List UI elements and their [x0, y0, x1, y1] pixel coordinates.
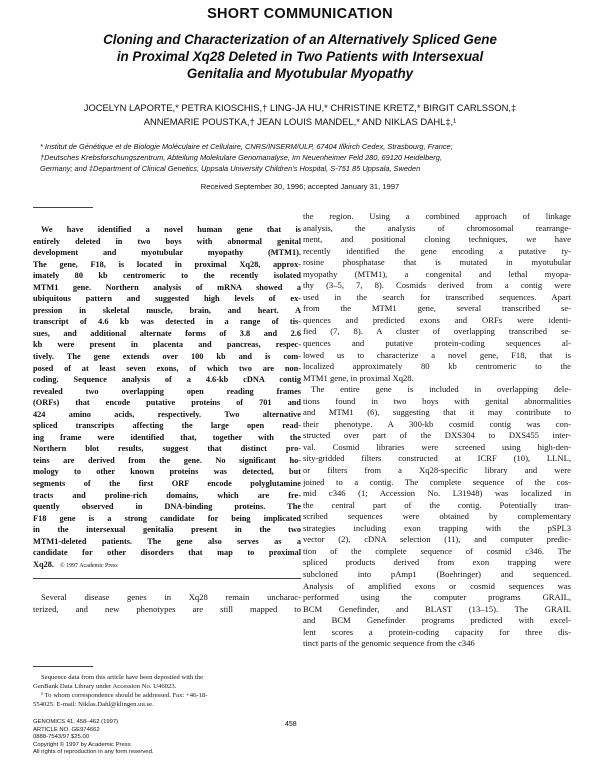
text-line: Northern blot results, suggest that distinct pro- [33, 444, 301, 454]
text-line: Several disease genes in Xq28 remain uncharac- [41, 592, 301, 602]
author-list [0, 101, 600, 129]
paper-title [0, 31, 600, 82]
journal-line: ARTICLE NO. GE974662 [33, 726, 100, 733]
text-line: performed using the computer programs GRAIL, [303, 592, 571, 603]
footnote-rule [33, 666, 93, 667]
copyright-note: © 1997 Academic Press [59, 562, 118, 569]
text-line: transcript of 4.6 kb was detected in a range of tis- [33, 317, 301, 327]
title-line: Genitalia and Myotubular Myopathy [186, 66, 414, 81]
affiliation-line: Germany; and ‡Department of Clinical Genetics, Uppsala University Children’s Hospital, S-751 85 Uppsala, Sweden [40, 164, 421, 174]
author-line: JOCELYN LAPORTE,* PETRA KIOSCHIS,† LING-JA HU,* CHRISTINE KRETZ,* BIRGIT CARLSSON,‡ [83, 102, 517, 113]
text-line: We have identified a novel human gene that is [41, 225, 301, 234]
affiliation-line: * Institut de Génétique et de Biologie Moléculaire et Cellulaire, CNRS/INSERM/ULP, 67404 Illkirch Cedex, Strasbourg, France; [40, 142, 453, 151]
text-line: spliced products derived from exon trapping were [303, 557, 571, 568]
text-line: lowed us to characterize a novel gene, F18, that is [303, 349, 571, 360]
intro-paragraph [33, 592, 301, 615]
text-line: sues, and additional alternate forms of 3.8 and 2.6 [33, 328, 301, 338]
text-line: Analysis of amplified exons or cosmid sequences was [303, 580, 571, 591]
footnote-line: GenBank Data Library under Accession No. U46023. [33, 683, 177, 690]
text-line: analysis, the analysis of chromosomal rearrange- [303, 222, 571, 233]
footnotes [33, 673, 301, 709]
text-line: The entire gene is included in overlapping dele- [311, 384, 571, 395]
text-line: imately 80 kb centromeric to the recently isolated [33, 271, 301, 281]
text-line: myopathy (MTM1), a congenital and lethal myopa- [303, 268, 571, 279]
text-line: entirely deleted in two boys with abnormal genital [33, 236, 301, 246]
text-line: BCM Genefinder, and BLAST (13–15). The GRAIL [303, 603, 571, 614]
article-type-label: SHORT COMMUNICATION [207, 6, 393, 22]
text-line: rosine phosphatase that is mutated in myotubular [303, 257, 571, 268]
footnote-line: Sequence data from this article have been deposited with the [41, 674, 204, 681]
text-line: recently identified the gene encoding a putative ty- [303, 245, 571, 256]
text-line: mid c346 (1; Accession No. L31948) was localized in [303, 488, 571, 499]
footnote-line: ¹ To whom correspondence should be addressed. Fax: +46-18- [41, 692, 208, 699]
text-line: quences and predicted exons and ORFs were identi- [303, 314, 571, 325]
text-line: ing frame were identified that, together with the [33, 432, 301, 442]
text-line: development and myotubular myopathy (MTM1). [33, 248, 301, 258]
text-line: vector (2), cDNA selection (11), and computer predic- [303, 534, 571, 545]
text-line: ment, and positional cloning techniques, we have [303, 234, 571, 245]
text-line: joined to a contig. The complete sequence of the cos- [303, 476, 571, 487]
text-line: localized approximately 80 kb centromeric to the [303, 361, 571, 372]
text-line: lent scores a protein-coding capacity for three dis- [303, 626, 571, 637]
text-line: candidate for other disorders that map to proximal [33, 548, 301, 558]
text-line: quently observed in DNA-binding proteins. The [33, 502, 301, 512]
text-line: tracts and proline-rich domains, which are fre- [33, 490, 301, 500]
text-line: 424 amino acids, respectively. Two alternative [33, 409, 301, 419]
text-line: tion of the complete sequence of cosmid c346. The [303, 545, 571, 556]
text-line: the region. Using a combined approach of linkage [303, 211, 571, 221]
text-line: F18 gene is a strong candidate for being implicated [33, 513, 301, 523]
text-line: posed of at least seven exons, of which two are non- [33, 363, 301, 373]
text-line: used in the search for transcribed sequences. Apart [303, 291, 571, 302]
title-line: Cloning and Characterization of an Alternatively Spliced Gene [103, 32, 497, 47]
text-line: pression in skeletal muscle, brain, and heart. A [33, 305, 301, 315]
journal-line: Copyright © 1997 by Academic Press [33, 741, 131, 748]
journal-line: All rights of reproduction in any form reserved. [33, 749, 154, 756]
title-line: in Proximal Xq28 Deleted in Two Patients with Intersexual [116, 49, 484, 64]
text-line: The gene, F18, is located in proximal Xq28, approx- [33, 259, 301, 269]
text-line: thy (3–5, 7, 8). Cosmids derived from a contig were [303, 280, 571, 291]
right-column-text [303, 211, 571, 650]
text-line: spliced transcripts affecting the large open read- [33, 421, 301, 431]
text-line: Xq28. © 1997 Academic Press [33, 559, 118, 569]
received-dates: Received September 30, 1996; accepted January 31, 1997 [200, 182, 400, 191]
text-line: terized, and new phenotypes are still mapped to [33, 603, 301, 614]
text-line: teins are derived from the gene. No significant ho- [33, 455, 301, 465]
text-line: val. Cosmid libraries were screened using high-den- [303, 441, 571, 452]
text-line: MTM1-deleted patients. The gene also serves as a [33, 536, 301, 546]
text-line: and MTM1 (6), suggesting that it may contribute to [303, 407, 571, 418]
footnote-line: 554025. E-mail: Niklas.Dahl@klingen.uu.se. [33, 701, 154, 708]
text-line: MTM1 gene, in proximal Xq28. [303, 372, 414, 383]
text-line: subcloned into pAmp1 (Boehringer) and sequenced. [303, 568, 571, 579]
journal-info [33, 719, 233, 757]
text-line: revealed two overlapping open reading frames [33, 386, 301, 396]
text-line: in the intersexual genitalia present in the two [33, 525, 301, 535]
text-line: MTM1 gene. Northern analysis of mRNA showed a [33, 282, 301, 292]
page-number: 458 [285, 721, 297, 728]
abstract-bottom-rule [33, 578, 301, 579]
text-line: sity-gridded filters constructed at ICRF (10), LLNL, [303, 453, 571, 464]
author-line: ANNEMARIE POUSTKA,† JEAN LOUIS MANDEL,* AND NIKLAS DAHL‡,¹ [143, 116, 457, 127]
text-line: kb were present in placenta and pancreas, respec- [33, 340, 301, 350]
text-line: fied (7, 8). A cluster of overlapping transcribed se- [303, 326, 571, 337]
abstract [33, 224, 301, 570]
text-line: tively. The gene extends over 100 kb and is com- [33, 352, 301, 362]
text-line: segments of the first ORF encode polyglutamine [33, 479, 301, 489]
text-line: structed over part of the DXS304 to DXS455 inter- [303, 430, 571, 441]
text-line: tions found in two boys with genital abnormalities [303, 395, 571, 406]
text-line: tinct parts of the genomic sequence from the c346 [303, 638, 475, 649]
text-line: coding. Sequence analysis of a 4.6-kb cDNA contig [33, 375, 301, 385]
journal-line: GENOMICS 41, 458–462 (1997) [33, 719, 119, 725]
journal-line: 0888-7543/97 $25.00 [33, 734, 90, 741]
text-line: and BCM Genefinder programs predicted with excel- [303, 615, 571, 626]
affiliations [40, 141, 565, 175]
text-line: (ORFs) that encode putative proteins of 701 and [33, 398, 301, 408]
text-line: the central part of the contig. Potentially tran- [303, 499, 571, 510]
text-line: from the MTM1 gene, several transcribed se- [303, 303, 571, 314]
text-line: mology to other known proteins was detected, but [33, 467, 301, 477]
text-line: their phenotype. A 300-kb cosmid contig was con- [303, 418, 571, 429]
affiliation-line: †Deutsches Krebsforschungszentrum, Abteilung Molekulare Genomanalyse, Im Neuenheimer Feld 280, 69120 Heidelberg, [40, 153, 442, 163]
abstract-top-rule [33, 207, 93, 208]
text-line: quences and putative protein-coding sequences al- [303, 338, 571, 349]
text-line: strategies including exon trapping with the pSPL3 [303, 522, 571, 533]
text-line: ubiquitous pattern and suggested high levels of ex- [33, 294, 301, 304]
text-line: scribed sequences were obtained by complementary [303, 511, 571, 522]
text-line: or filters from a Xq28-specific library and were [303, 465, 571, 476]
